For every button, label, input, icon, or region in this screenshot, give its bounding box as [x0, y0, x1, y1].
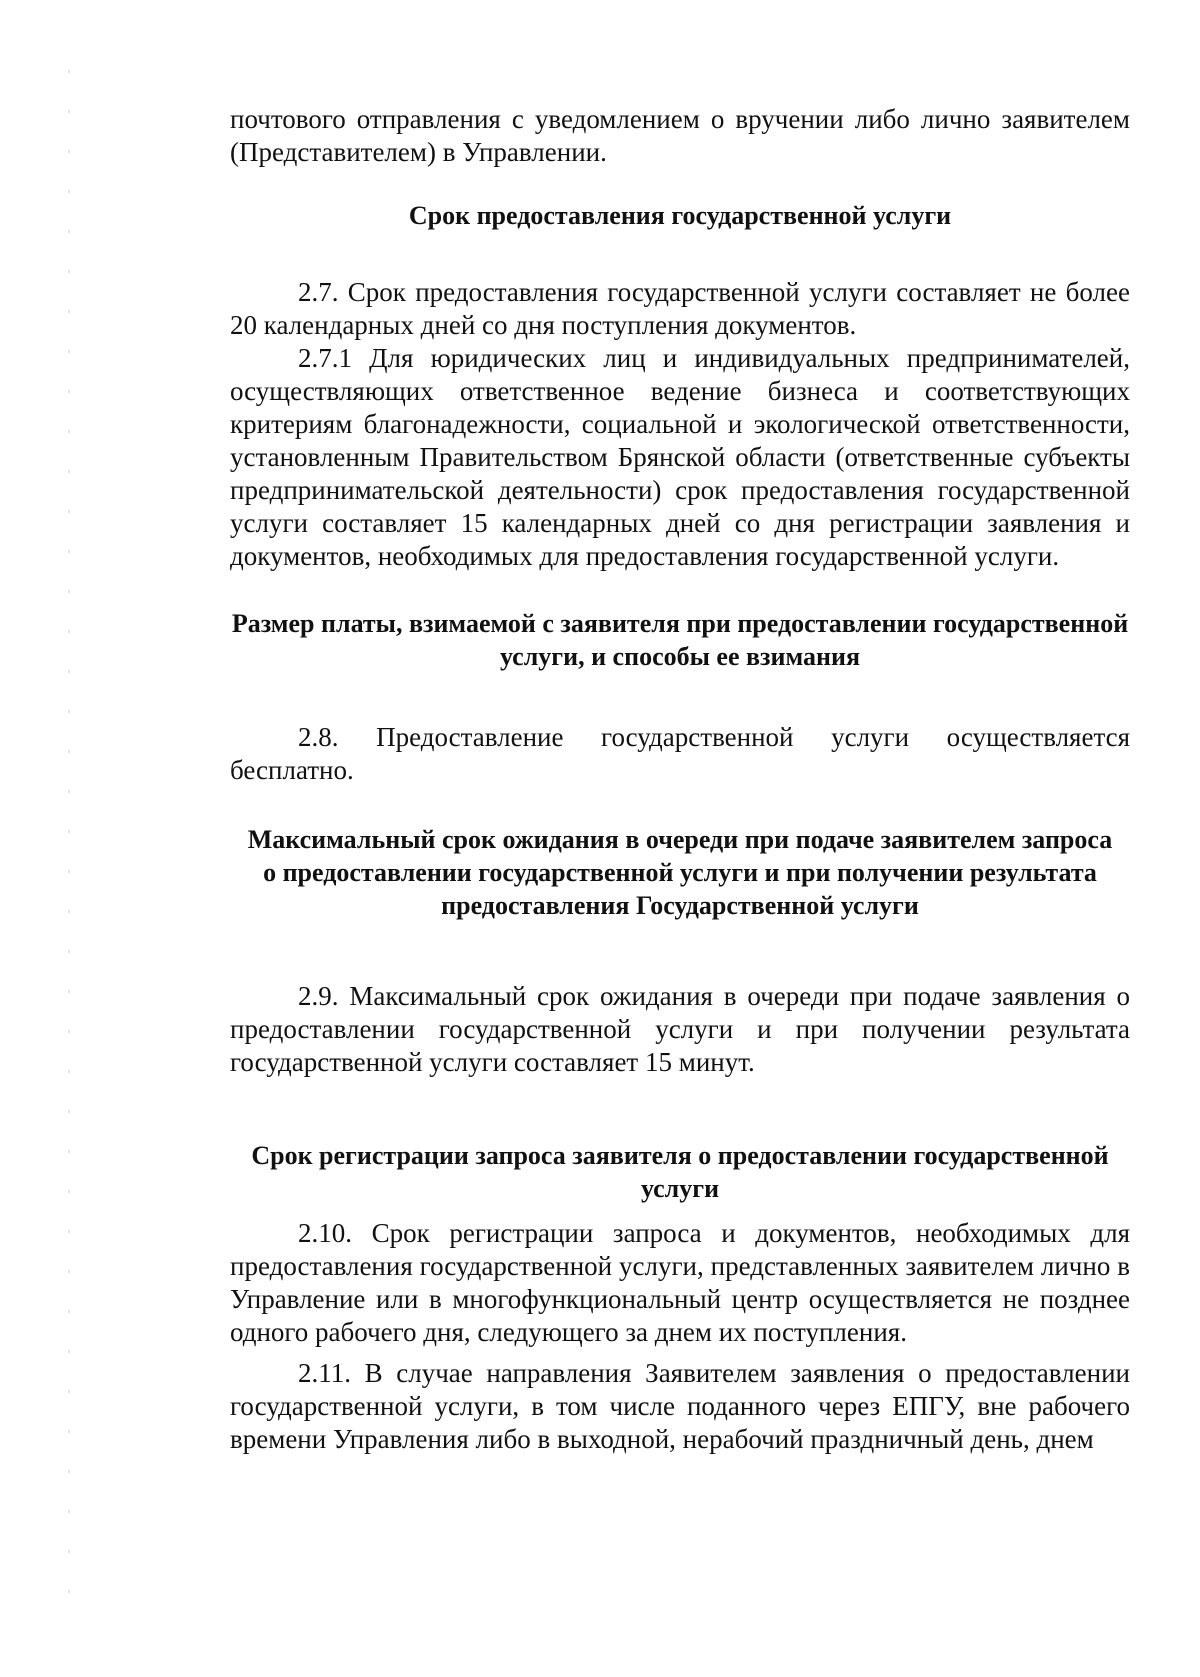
- paragraph-2-9: 2.9. Максимальный срок ожидания в очереди при подаче заявления о предоставлении государственной услуги и при получении результата государственной услуги составляет 15 минут.: [230, 981, 1130, 1077]
- paragraph-2-10: 2.10. Срок регистрации запроса и документов, необходимых для предоставления государственной услуги, представленных заявителем лично в Управление или в многофункциональный центр осуществляется не позднее одного рабочего дня, следующего за днем их поступления.: [230, 1218, 1130, 1347]
- paragraph-2-7-1: 2.7.1 Для юридических лиц и индивидуальных предпринимателей, осуществляющих ответственное ведение бизнеса и соответствующих критериям благонадежности, социальной и экологической ответственности, установленным Правительством Брянской области (ответственные субъекты предпринимательской деятельности) срок предоставления государственной услуги составляет 15 календарных дней со дня регистрации заявления и документов, необходимых для предоставления государственной услуги.: [230, 343, 1130, 571]
- paragraph-2-7: 2.7. Срок предоставления государственной услуги составляет не более 20 календарных дней со дня поступления документов.: [230, 277, 1130, 340]
- heading-service-term: Срок предоставления государственной услуги: [408, 201, 952, 230]
- scan-margin-artifact: [68, 70, 70, 1630]
- paragraph-2-8: 2.8. Предоставление государственной услуги осуществляется бесплатно.: [230, 722, 1130, 785]
- heading-fee: Размер платы, взимаемой с заявителя при предоставлении государственной услуги, и способы ее взимания: [231, 609, 1129, 671]
- heading-queue-time: Максимальный срок ожидания в очереди при подаче заявителем запроса о предоставлении государственной услуги и при получении результата предоставления Государственной услуги: [247, 825, 1113, 920]
- document-page: [230, 100, 1130, 1456]
- paragraph-2-11: 2.11. В случае направления Заявителем заявления о предоставлении государственной услуги, в том числе поданного через ЕПГУ, вне рабочего времени Управления либо в выходной, нерабочий праздничный день, днем: [230, 1358, 1130, 1454]
- intro-paragraph: почтового отправления с уведомлением о вручении либо лично заявителем (Представителем) в Управлении.: [230, 104, 1130, 167]
- heading-registration-term: Срок регистрации запроса заявителя о предоставлении государственной услуги: [251, 1141, 1109, 1203]
